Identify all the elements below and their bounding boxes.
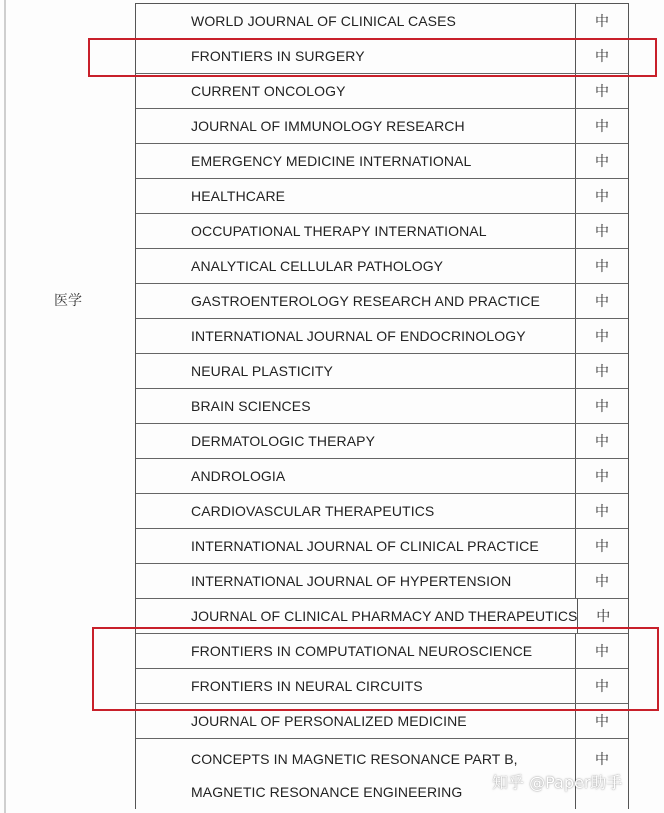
journal-level: 中 (595, 329, 609, 345)
journal-name: WORLD JOURNAL OF CLINICAL CASES (136, 4, 576, 38)
journal-name-line-1: CONCEPTS IN MAGNETIC RESONANCE PART B, (191, 750, 518, 767)
journal-name: JOURNAL OF CLINICAL PHARMACY AND THERAPEUTICS (136, 599, 578, 633)
journal-name: OCCUPATIONAL THERAPY INTERNATIONAL (136, 214, 576, 248)
table-row (136, 74, 628, 109)
journal-level: 中 (595, 434, 609, 450)
journal-name: JOURNAL OF PERSONALIZED MEDICINE (136, 704, 576, 738)
journal-level: 中 (595, 49, 609, 65)
journal-level: 中 (595, 119, 609, 135)
journal-level: 中 (595, 224, 609, 240)
highlight-box-frontiers-neuro (92, 627, 659, 711)
journal-level: 中 (595, 259, 609, 275)
journal-level: 中 (595, 714, 609, 730)
table-row (136, 179, 628, 214)
journal-name: JOURNAL OF IMMUNOLOGY RESEARCH (136, 109, 576, 143)
journal-level: 中 (595, 752, 609, 768)
highlight-box-frontiers-in-surgery (88, 38, 657, 77)
journal-name: GASTROENTEROLOGY RESEARCH AND PRACTICE (136, 284, 576, 318)
journal-name: FRONTIERS IN SURGERY (136, 39, 576, 73)
table-row (136, 249, 628, 284)
journal-level: 中 (595, 539, 609, 555)
journal-name: INTERNATIONAL JOURNAL OF HYPERTENSION (136, 564, 576, 598)
table-row (136, 109, 628, 144)
journal-name: INTERNATIONAL JOURNAL OF ENDOCRINOLOGY (136, 319, 576, 353)
journal-name: FRONTIERS IN COMPUTATIONAL NEUROSCIENCE (136, 634, 576, 668)
table-row (136, 4, 628, 39)
journal-name: FRONTIERS IN NEURAL CIRCUITS (136, 669, 576, 703)
journal-name: CARDIOVASCULAR THERAPEUTICS (136, 494, 576, 528)
left-rule (4, 0, 6, 813)
journal-level: 中 (595, 679, 609, 695)
watermark: 知乎 @Paper助手 (492, 773, 623, 792)
journal-level: 中 (596, 609, 611, 625)
journal-name: BRAIN SCIENCES (136, 389, 576, 423)
table-row (136, 354, 628, 389)
journal-name: HEALTHCARE (136, 179, 576, 213)
journal-level: 中 (595, 504, 609, 520)
journal-name: ANDROLOGIA (136, 459, 576, 493)
journal-name: ANALYTICAL CELLULAR PATHOLOGY (136, 249, 576, 283)
journal-level: 中 (595, 574, 609, 590)
journal-name: NEURAL PLASTICITY (136, 354, 576, 388)
journal-level: 中 (595, 399, 609, 415)
journal-name-line-2: MAGNETIC RESONANCE ENGINEERING (191, 784, 463, 801)
journal-level: 中 (595, 364, 609, 380)
journal-name: INTERNATIONAL JOURNAL OF CLINICAL PRACTICE (136, 529, 576, 563)
table-row (136, 214, 628, 249)
journal-name: CURRENT ONCOLOGY (136, 74, 576, 108)
table-row (136, 459, 628, 494)
journal-level: 中 (595, 14, 609, 30)
table-row (136, 144, 628, 179)
journal-level: 中 (595, 84, 609, 100)
journal-level: 中 (595, 154, 609, 170)
journal-level: 中 (595, 469, 609, 485)
journal-name: DERMATOLOGIC THERAPY (136, 424, 576, 458)
table-row (136, 319, 628, 354)
table-row (136, 494, 628, 529)
table-row (136, 529, 628, 564)
table-row (136, 564, 628, 599)
table-row (136, 389, 628, 424)
table-row (136, 424, 628, 459)
journal-level: 中 (595, 189, 609, 205)
table-row (136, 284, 628, 319)
category-label: 医学 (54, 293, 82, 309)
journal-level: 中 (595, 644, 609, 660)
journal-level: 中 (595, 294, 609, 310)
journal-name: EMERGENCY MEDICINE INTERNATIONAL (136, 144, 576, 178)
